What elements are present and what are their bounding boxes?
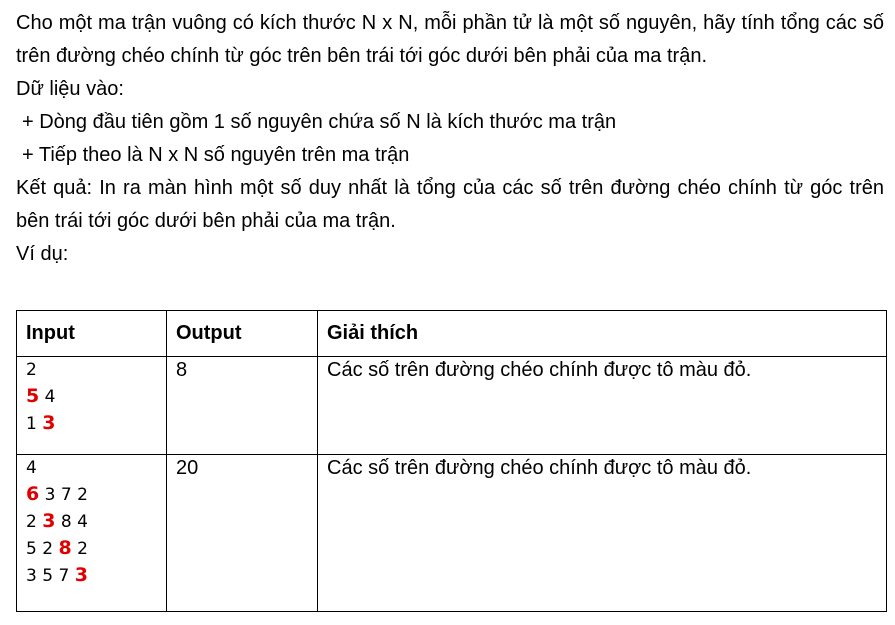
- matrix-number: 7: [60, 485, 72, 505]
- matrix-row: [26, 481, 166, 508]
- matrix-number: 4: [77, 512, 88, 532]
- matrix-size: 4: [26, 458, 37, 478]
- input-matrix: [26, 357, 166, 437]
- problem-statement: Cho một ma trận vuông có kích thước N x N, mỗi phần tử là một số nguyên, hãy tính tổng các số trên đường chéo chính từ góc trên bên trái tới góc dưới bên phải của ma trận.: [16, 12, 884, 67]
- problem-document: [16, 7, 884, 271]
- matrix-number: 3: [26, 566, 37, 586]
- matrix-number: 5: [42, 566, 54, 586]
- matrix-number: 2: [77, 539, 88, 559]
- diagonal-number: 3: [42, 412, 56, 434]
- example-heading: Ví dụ:: [16, 243, 69, 265]
- input-cell: [17, 357, 167, 455]
- matrix-number: 4: [44, 387, 56, 407]
- table-header-row: [17, 311, 887, 357]
- matrix-size: 2: [26, 360, 37, 380]
- header-output: Output: [167, 311, 318, 357]
- matrix-number: 2: [77, 485, 88, 505]
- matrix-row: [26, 535, 166, 562]
- output-description: Kết quả: In ra màn hình một số duy nhất là tổng của các số trên đường chéo chính từ góc trên bên trái tới góc dưới bên phải của ma trận.: [16, 177, 884, 232]
- diagonal-number: 3: [42, 510, 56, 532]
- input-bullet-1: + Dòng đầu tiên gồm 1 số nguyên chứa số N là kích thước ma trận: [22, 111, 617, 133]
- table-row: [17, 455, 887, 612]
- examples-table: [16, 310, 887, 612]
- matrix-row: [26, 562, 166, 589]
- explanation-cell: Các số trên đường chéo chính được tô màu đỏ.: [318, 357, 887, 455]
- header-explanation: Giải thích: [318, 311, 887, 357]
- matrix-row: [26, 410, 166, 437]
- matrix-number: 1: [26, 414, 37, 434]
- diagonal-number: 3: [74, 564, 88, 586]
- matrix-number: 3: [44, 485, 56, 505]
- diagonal-number: 8: [58, 537, 72, 559]
- matrix-row: [26, 508, 166, 535]
- input-heading: Dữ liệu vào:: [16, 78, 124, 100]
- input-matrix: [26, 455, 166, 589]
- matrix-number: 7: [58, 566, 70, 586]
- table-row: [17, 357, 887, 455]
- output-cell: 20: [167, 455, 318, 612]
- diagonal-number: 5: [26, 385, 40, 407]
- input-cell: [17, 455, 167, 612]
- explanation-cell: Các số trên đường chéo chính được tô màu đỏ.: [318, 455, 887, 612]
- matrix-number: 2: [42, 539, 54, 559]
- header-input: Input: [17, 311, 167, 357]
- matrix-number: 2: [26, 512, 37, 532]
- matrix-number: 5: [26, 539, 37, 559]
- matrix-row: [26, 383, 166, 410]
- output-cell: 8: [167, 357, 318, 455]
- diagonal-number: 6: [26, 483, 40, 505]
- matrix-number: 8: [60, 512, 72, 532]
- input-bullet-2: + Tiếp theo là N x N số nguyên trên ma trận: [22, 144, 410, 166]
